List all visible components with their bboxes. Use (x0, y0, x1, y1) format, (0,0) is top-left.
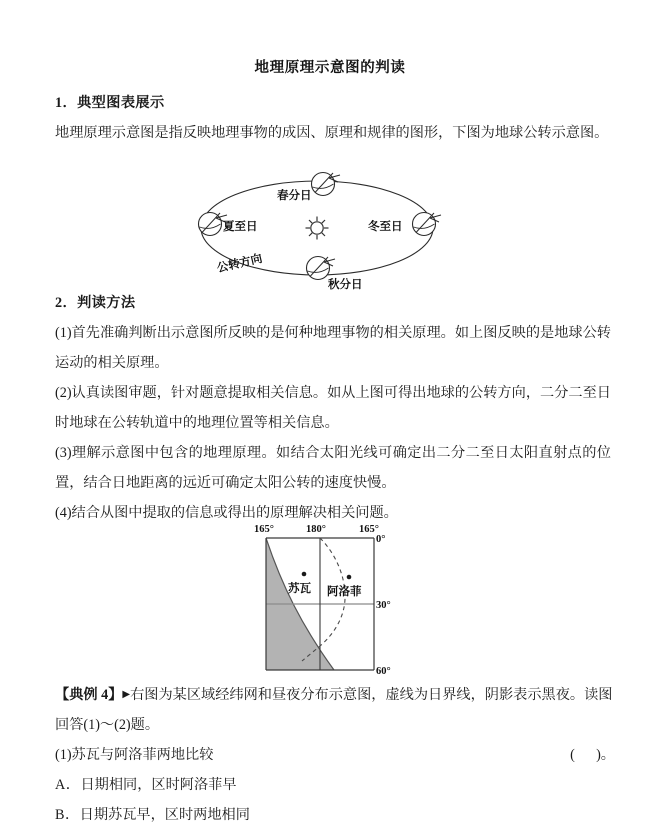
orbit-svg (190, 164, 445, 292)
earth-revolution-diagram (190, 164, 445, 292)
city-marker-alofi (347, 575, 352, 580)
example-stem (55, 680, 615, 740)
axis-label-latitude-0: 0° (376, 534, 386, 545)
sun-icon (306, 217, 329, 240)
example-tag: 【典例 4】 (55, 687, 123, 703)
page-title: 地理原理示意图的判读 (254, 60, 406, 76)
axis-label-longitude-180: 180° (306, 524, 326, 535)
option-b-text: 日期苏瓦早，区时两地相同 (79, 807, 250, 823)
section-2-item-3: (3)理解示意图中包含的地理原理。如结合太阳光线可确定出二分二至日太阳直射点的位置，结合日地距离的远近可确定太阳公转的速度快慢。 (55, 445, 611, 491)
earth-position-spring-equinox (312, 173, 341, 196)
label-autumn-equinox: 秋分日 (328, 279, 363, 291)
section-2-item-1: (1)首先准确判断出示意图所反映的是何种地理事物的相关原理。如上图反映的是地球公转运动的相关原理。 (55, 325, 611, 371)
section-2-heading: 2．判读方法 (55, 295, 136, 311)
label-summer-solstice: 夏至日 (223, 221, 258, 233)
option-b-label: B． (55, 807, 80, 823)
label-spring-equinox: 春分日 (277, 190, 312, 202)
option-a-label: A． (55, 777, 81, 793)
question-1 (55, 740, 615, 770)
axis-label-longitude-165e: 165° (359, 524, 379, 535)
latitude-longitude-grid-map (252, 516, 412, 678)
axis-label-longitude-165w: 165° (254, 524, 274, 535)
section-2-item-4: (4)结合从图中提取的信息或得出的原理解决相关问题。 (55, 505, 398, 521)
section-2-item-2: (2)认真读图审题，针对题意提取相关信息。如从上图可得出地球的公转方向，二分二至日时地球在公转轨道中的地理位置等相关信息。 (55, 385, 611, 431)
option-b[interactable] (55, 800, 615, 830)
question-1-answer-brackets: ( )。 (570, 747, 615, 763)
section-1-paragraph: 地理原理示意图是指反映地理事物的成因、原理和规律的图形，下图为地球公转示意图。 (55, 125, 609, 141)
label-winter-solstice: 冬至日 (368, 221, 403, 233)
example-marker-icon: ▶ (122, 689, 131, 700)
section-1-heading: 1．典型图表展示 (55, 95, 165, 111)
question-1-text: 苏瓦与阿洛菲两地比较 (71, 747, 214, 763)
question-1-number: (1) (55, 747, 72, 763)
city-label-alofi: 阿洛菲 (327, 586, 362, 598)
map-svg (252, 516, 412, 678)
city-marker-suva (302, 572, 307, 577)
label-revolution-direction: 公转方向 (215, 252, 264, 275)
earth-position-winter-solstice (413, 213, 442, 236)
axis-label-latitude-30: 30° (376, 600, 391, 611)
earth-position-autumn-equinox (307, 257, 336, 280)
city-label-suva: 苏瓦 (288, 583, 311, 595)
option-a-text: 日期相同，区时阿洛菲早 (80, 777, 237, 793)
example-stem-text: 右图为某区域经纬网和昼夜分布示意图，虚线为日界线，阴影表示黑夜。读图回答(1)～(2)题。 (55, 687, 613, 733)
axis-label-latitude-60: 60° (376, 666, 391, 677)
option-a[interactable] (55, 770, 615, 800)
